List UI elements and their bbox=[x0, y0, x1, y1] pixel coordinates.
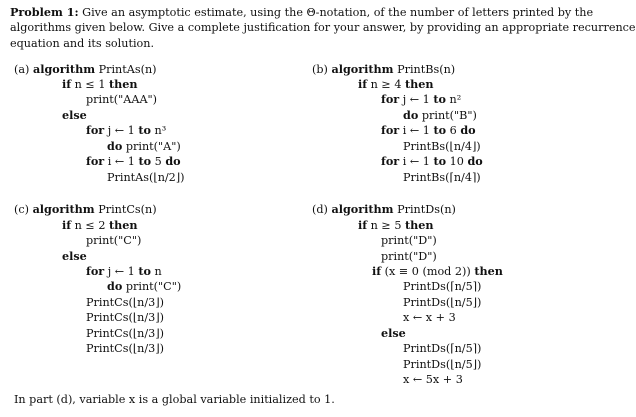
part-d-line: PrintDs(⌈n/5⌉) bbox=[403, 342, 482, 355]
part-b-header: (b) algorithm PrintBs(n) bbox=[312, 62, 456, 76]
part-a-line: for i ← 1 to 5 do bbox=[86, 154, 181, 168]
part-c-line: do print("C") bbox=[107, 279, 182, 293]
part-b-line: for j ← 1 to n² bbox=[381, 92, 462, 106]
part-b-line: if n ≥ 4 then bbox=[358, 77, 434, 91]
problem-line-1: Problem 1: Give an asymptotic estimate, using the Θ-notation, of the number of letters printed by the bbox=[10, 5, 594, 19]
part-d-line: print("D") bbox=[381, 250, 437, 263]
part-d-header: (d) algorithm PrintDs(n) bbox=[312, 202, 456, 216]
part-a-header: (a) algorithm PrintAs(n) bbox=[14, 62, 157, 76]
part-a-line: if n ≤ 1 then bbox=[62, 77, 138, 91]
part-d-line: print("D") bbox=[381, 234, 437, 247]
footnote: In part (d), variable x is a global variable initialized to 1. bbox=[14, 393, 335, 406]
part-c-line: if n ≤ 2 then bbox=[62, 218, 138, 232]
part-c-line: PrintCs(⌊n/3⌋) bbox=[86, 296, 165, 309]
part-c-header: (c) algorithm PrintCs(n) bbox=[14, 202, 157, 216]
part-c-line: for j ← 1 to n bbox=[86, 264, 162, 278]
part-a-line: else bbox=[62, 108, 87, 122]
part-b-line: PrintBs(⌊n/4⌋) bbox=[403, 140, 481, 153]
part-d-line: PrintDs(⌊n/5⌋) bbox=[403, 358, 482, 371]
part-a-line: for j ← 1 to n³ bbox=[86, 123, 167, 137]
part-d-line: else bbox=[381, 326, 406, 340]
part-d-line: if n ≥ 5 then bbox=[358, 218, 434, 232]
problem-line-3: equation and its solution. bbox=[10, 37, 155, 50]
part-d-line: x ← 5x + 3 bbox=[403, 373, 463, 386]
part-c-line: PrintCs(⌊n/3⌋) bbox=[86, 327, 165, 340]
problem-line-2: algorithms given below. Give a complete justification for your answer, by providing an appropriate recurrence bbox=[10, 21, 636, 34]
part-a-line: print("AAA") bbox=[86, 93, 158, 106]
part-a-line: do print("A") bbox=[107, 139, 181, 153]
part-a-line: PrintAs(⌊n/2⌋) bbox=[107, 171, 185, 184]
part-d-line: x ← x + 3 bbox=[403, 311, 456, 324]
part-b-line: for i ← 1 to 6 do bbox=[381, 123, 476, 137]
part-d-line: if (x ≡ 0 (mod 2)) then bbox=[372, 264, 503, 278]
part-c-line: PrintCs(⌊n/3⌋) bbox=[86, 342, 165, 355]
part-c-line: else bbox=[62, 249, 87, 263]
part-c-line: print("C") bbox=[86, 234, 142, 247]
part-b-line: PrintBs(⌈n/4⌉) bbox=[403, 171, 481, 184]
part-d-line: PrintDs(⌈n/5⌉) bbox=[403, 280, 482, 293]
part-b-line: for i ← 1 to 10 do bbox=[381, 154, 483, 168]
part-b-line: do print("B") bbox=[403, 108, 477, 122]
part-d-line: PrintDs(⌊n/5⌋) bbox=[403, 296, 482, 309]
part-c-line: PrintCs(⌊n/3⌋) bbox=[86, 311, 165, 324]
